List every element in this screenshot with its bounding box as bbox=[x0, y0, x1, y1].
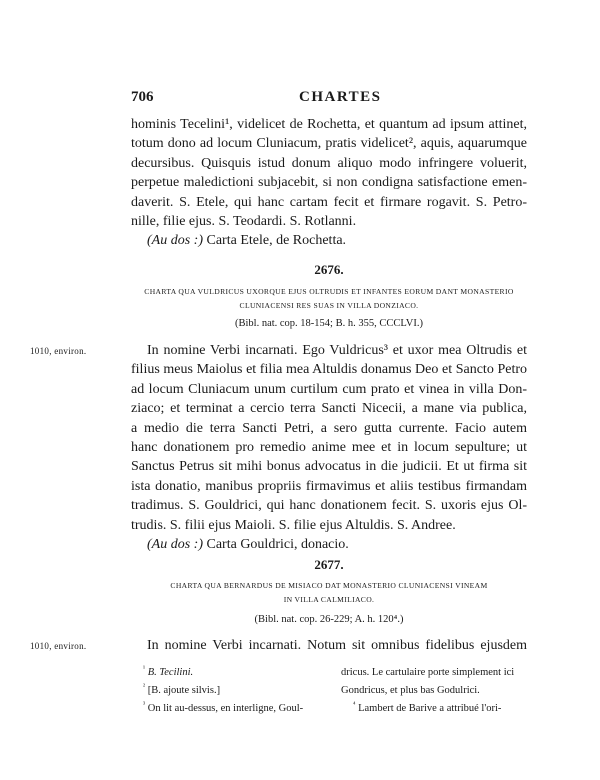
charter-source: (Bibl. nat. cop. 26-229; A. h. 120⁴.) bbox=[254, 614, 404, 625]
footnotes-right-column bbox=[341, 664, 527, 718]
text-line: nille, filie ejus. S. Teodardi. S. Rotlanni. bbox=[131, 214, 357, 230]
charter-number: 2677. bbox=[314, 557, 344, 572]
running-title: CHARTES bbox=[299, 89, 382, 105]
heading-line: CHARTA QUA BERNARDUS DE MISIACO DAT MONASTERIO CLUNIACENSI VINEAM bbox=[170, 581, 488, 590]
charter-text bbox=[131, 636, 527, 655]
text-line: trudis. S. filii ejus Maioli. S. filie ejus Altuldis. S. Andree. bbox=[131, 517, 456, 533]
heading-line: CLUNIACENSI RES SUAS IN VILLA DONZIACO. bbox=[239, 301, 419, 310]
text-line: In nomine Verbi incarnati. Ego Vuldricus³ et uxor mea Oltrudis et bbox=[147, 343, 527, 358]
heading-line: CHARTA QUA VULDRICUS UXORQUE EJUS OLTRUDIS ET INFANTES EORUM DANT MONASTERIO bbox=[144, 287, 514, 296]
text-line: ad locum Cluniacum unum curtilum cum prato et vinea in villa Don- bbox=[131, 381, 527, 397]
charter-heading bbox=[131, 285, 527, 313]
dorsal-text: Carta Gouldrici, donacio. bbox=[203, 537, 349, 553]
heading-line: IN VILLA CALMILIACO. bbox=[283, 595, 375, 604]
footnote-text: On lit au-dessus, en interligne, Goul- bbox=[147, 703, 304, 714]
dorsal-note bbox=[131, 231, 527, 250]
margin-date: 1010, environ. bbox=[30, 641, 87, 651]
text-line: hominis Tecelini¹, videlicet de Rochetta, et quantum ad ipsum attinet, bbox=[131, 117, 527, 132]
charter-number: 2676. bbox=[314, 262, 344, 277]
footnote bbox=[131, 700, 326, 718]
dorsal-label: (Au dos :) bbox=[147, 233, 203, 249]
charter-text bbox=[131, 341, 527, 554]
text-line: filius meus Maiolus et filia mea Altuldis donamus Deo et Sancto Petro bbox=[131, 362, 527, 378]
text-line: perpetue maledictioni subjacebit, si non condigna satisfactione emen- bbox=[131, 175, 527, 191]
footnote-text: [B. ajoute silvis.] bbox=[147, 685, 221, 696]
footnote-text: Lambert de Barive a attribué l'ori- bbox=[358, 703, 502, 714]
footnote bbox=[341, 700, 527, 718]
text-line: daverit. S. Etele, qui hanc cartam fecit et firmare rogavit. S. Petro- bbox=[131, 194, 527, 210]
page-header bbox=[131, 89, 527, 111]
footnote bbox=[131, 682, 326, 700]
text-line: ista donatio, manibus propriis firmavimus et aliis testibus firmandam bbox=[131, 478, 527, 494]
footnote-mark: ⁴ bbox=[353, 700, 356, 709]
footnote-mark: ³ bbox=[143, 700, 146, 709]
text-line: totum dono ad locum Cluniacum, pratis videlicet², aquis, aquarumque bbox=[131, 136, 527, 152]
footnote-continuation: dricus. Le cartulaire porte simplement ici bbox=[341, 667, 515, 678]
text-line: In nomine Verbi incarnati. Notum sit omnibus fidelibus ejusdem bbox=[147, 638, 527, 653]
charter-source: (Bibl. nat. cop. 18-154; B. h. 355, CCCLVI.) bbox=[234, 318, 424, 329]
text-line: ziaco; et terminat a cercio terra Sancti Nicecii, a mane via publica, bbox=[131, 401, 527, 417]
text-line: Sanctus Petrus sit mihi bonus advocatus in die judicii. Et ut firma sit bbox=[131, 459, 527, 475]
previous-charter-text bbox=[131, 115, 527, 251]
dorsal-label: (Au dos :) bbox=[147, 537, 203, 553]
footnote-continuation: Gondricus, et plus bas Godulrici. bbox=[341, 685, 480, 696]
page-number: 706 bbox=[131, 89, 154, 105]
text-line: a medio die terra Sancti Petri, a sero gutta currente. Facio autem bbox=[131, 420, 527, 436]
footnote-text: B. Tecilini. bbox=[147, 667, 194, 678]
dorsal-note bbox=[131, 535, 527, 554]
footnote-mark: ² bbox=[143, 682, 146, 691]
footnote-mark: ¹ bbox=[143, 664, 146, 673]
footnote bbox=[131, 664, 326, 682]
footnotes-left-column bbox=[131, 664, 326, 718]
text-line: decursibus. Quisquis istud donum aliquo modo infringere voluerit, bbox=[131, 155, 527, 171]
text-line: tradimus. S. Gouldrici, qui hanc donationem fecit. S. uxoris ejus Ol- bbox=[131, 498, 527, 514]
text-line: hanc donationem pro remedio anime mee et in locum sepulture; ut bbox=[131, 440, 527, 456]
charter-heading bbox=[131, 579, 527, 607]
dorsal-text: Carta Etele, de Rochetta. bbox=[203, 233, 347, 249]
margin-date: 1010, environ. bbox=[30, 346, 87, 356]
